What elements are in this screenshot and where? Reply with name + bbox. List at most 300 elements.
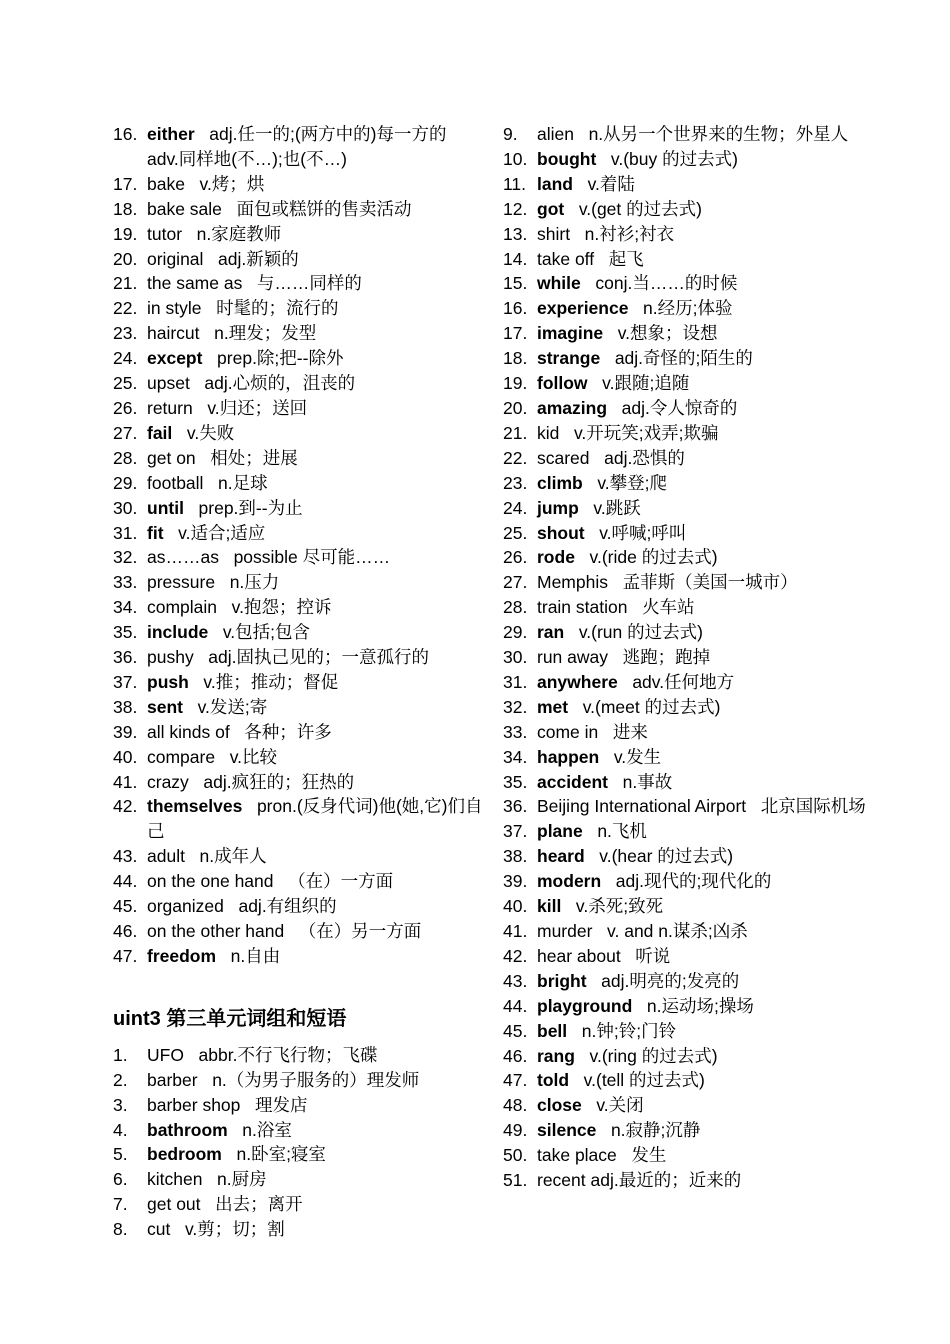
vocab-definition: adj.明亮的;发亮的 <box>601 970 740 991</box>
vocab-item <box>113 1043 483 1068</box>
vocab-item <box>503 969 868 994</box>
vocab-definition: v.烤；烘 <box>199 173 265 194</box>
vocab-term: met <box>537 696 569 717</box>
item-number: 38. <box>503 846 528 867</box>
vocab-term: freedom <box>147 945 217 966</box>
vocab-definition: v.杀死;致死 <box>575 896 664 917</box>
item-number: 33. <box>503 721 528 742</box>
vocab-definition: v.发送;寄 <box>197 696 268 717</box>
vocab-definition: prep.到--为止 <box>198 497 303 518</box>
vocab-definition: 进来 <box>612 721 648 742</box>
vocab-item <box>503 222 868 247</box>
vocab-term: barber <box>147 1069 198 1090</box>
vocab-term: told <box>537 1070 570 1091</box>
left-column <box>113 122 483 1242</box>
vocab-list-unit3-continued <box>503 122 868 1193</box>
vocab-item <box>113 496 483 521</box>
vocab-list-unit3 <box>113 1043 483 1242</box>
vocab-term: sent <box>147 696 183 717</box>
vocab-term: land <box>537 173 573 194</box>
vocab-definition: v.适合;适应 <box>178 522 266 543</box>
item-number: 4. <box>113 1119 128 1140</box>
item-number: 27. <box>503 572 528 593</box>
vocab-definition: v.(hear 的过去式) <box>599 846 734 867</box>
vocab-item <box>113 197 483 222</box>
item-number: 37. <box>113 671 138 692</box>
vocab-term: pressure <box>147 572 216 593</box>
vocab-term: the same as <box>147 273 243 294</box>
vocab-item <box>113 794 483 844</box>
vocab-term: until <box>147 497 184 518</box>
vocab-item <box>503 869 868 894</box>
vocab-item <box>503 1093 868 1118</box>
vocab-term: bright <box>537 970 587 991</box>
vocab-term: hear about <box>537 945 621 966</box>
vocab-definition: n.自由 <box>230 945 281 966</box>
vocab-term: jump <box>537 497 579 518</box>
vocab-term: crazy <box>147 771 189 792</box>
vocab-term: shirt <box>537 223 571 244</box>
vocab-definition: adj.最近的；近来的 <box>590 1170 742 1191</box>
vocab-definition: v.比较 <box>229 746 278 767</box>
vocab-item <box>503 595 868 620</box>
vocab-item <box>503 794 868 819</box>
vocab-definition: adj.新颖的 <box>218 248 299 269</box>
vocab-definition: v.攀登;爬 <box>597 472 667 493</box>
vocab-term: murder <box>537 921 593 941</box>
vocab-item <box>113 844 483 869</box>
item-number: 21. <box>503 422 528 443</box>
vocab-item <box>503 321 868 346</box>
item-number: 9. <box>503 124 518 144</box>
vocab-term: train station <box>537 597 628 618</box>
vocab-item <box>503 147 868 172</box>
vocab-item <box>503 745 868 770</box>
vocab-item <box>113 247 483 272</box>
vocab-definition: adj.恐惧的 <box>604 447 685 468</box>
vocab-definition: prep.除;把--除外 <box>217 348 344 369</box>
vocab-term: upset <box>147 373 190 394</box>
vocab-definition: v.着陆 <box>587 173 635 194</box>
vocab-definition: v.(run 的过去式) <box>578 622 703 643</box>
vocab-definition: v.开玩笑;戏弄;欺骗 <box>573 422 719 443</box>
item-number: 47. <box>503 1070 528 1091</box>
item-number: 18. <box>503 348 528 369</box>
item-number: 37. <box>503 821 528 842</box>
vocab-definition: n.压力 <box>229 572 280 593</box>
vocab-term: Beijing International Airport <box>537 796 747 817</box>
item-number: 14. <box>503 248 528 269</box>
vocab-term: run away <box>537 647 609 668</box>
vocab-definition: v.跳跃 <box>593 497 641 518</box>
item-number: 34. <box>113 597 138 618</box>
vocab-item <box>503 296 868 321</box>
vocab-item <box>503 545 868 570</box>
vocab-item <box>503 770 868 795</box>
item-number: 2. <box>113 1069 128 1090</box>
vocab-term: fail <box>147 422 173 443</box>
vocab-item <box>113 695 483 720</box>
item-number: 15. <box>503 273 528 294</box>
vocab-definition: adj.心烦的，沮丧的 <box>204 373 356 394</box>
item-number: 38. <box>113 696 138 717</box>
item-number: 40. <box>113 746 138 767</box>
vocab-item <box>113 296 483 321</box>
vocab-item <box>113 894 483 919</box>
vocab-definition: 各种；许多 <box>244 721 332 742</box>
item-number: 44. <box>113 871 138 892</box>
item-number: 30. <box>113 497 138 518</box>
vocab-definition: pron.(反身代词)他(她,它)们自己 <box>147 796 483 842</box>
vocab-item <box>503 247 868 272</box>
item-number: 39. <box>113 721 138 742</box>
vocab-item <box>113 645 483 670</box>
item-number: 51. <box>503 1170 528 1191</box>
vocab-item <box>113 919 483 944</box>
vocab-definition: n.钟;铃;门铃 <box>581 1020 677 1041</box>
item-number: 3. <box>113 1094 128 1115</box>
vocab-definition: n.事故 <box>622 771 673 792</box>
vocab-definition: 火车站 <box>642 597 695 618</box>
vocab-item <box>113 471 483 496</box>
vocab-item <box>503 396 868 421</box>
vocab-definition: adj.固执己见的；一意孤行的 <box>208 647 430 668</box>
item-number: 19. <box>113 223 138 244</box>
vocab-item <box>113 1192 483 1217</box>
vocab-term: take place <box>537 1145 617 1166</box>
vocab-term: compare <box>147 746 216 767</box>
vocab-item <box>503 271 868 296</box>
vocab-item <box>503 421 868 446</box>
vocab-definition: n.运动场;操场 <box>646 995 754 1016</box>
vocab-item <box>113 595 483 620</box>
item-number: 33. <box>113 572 138 593</box>
vocab-term: get out <box>147 1194 201 1215</box>
vocab-item <box>503 720 868 745</box>
vocab-definition: adj.疯狂的；狂热的 <box>203 771 355 792</box>
vocab-definition: 出去；离开 <box>215 1194 303 1215</box>
vocab-item <box>503 1068 868 1093</box>
vocab-definition: v.发生 <box>613 746 662 767</box>
vocab-term: follow <box>537 373 588 394</box>
vocab-definition: v. and n.谋杀;凶杀 <box>607 921 748 941</box>
item-number: 31. <box>503 671 528 692</box>
item-number: 11. <box>503 173 527 194</box>
vocab-definition: v.包括;包含 <box>222 622 311 643</box>
vocab-definition: v.(ring 的过去式) <box>589 1045 718 1066</box>
vocab-definition: 相处；进展 <box>210 447 298 468</box>
item-number: 21. <box>113 273 138 294</box>
vocab-term: climb <box>537 472 583 493</box>
vocab-definition: 听说 <box>635 945 671 966</box>
vocab-definition: v.(meet 的过去式) <box>582 696 721 717</box>
vocab-term: UFO <box>147 1044 184 1065</box>
vocab-definition: adj.现代的;现代化的 <box>615 871 772 892</box>
vocab-definition: n.从另一个世界来的生物；外星人 <box>588 124 849 144</box>
item-number: 18. <box>113 198 138 219</box>
vocab-definition: 时髦的；流行的 <box>216 298 339 319</box>
vocab-term: playground <box>537 995 633 1016</box>
vocab-item <box>503 570 868 595</box>
vocab-definition: 发生 <box>631 1145 667 1166</box>
vocab-item <box>113 371 483 396</box>
vocab-term: fit <box>147 522 164 543</box>
vocab-item <box>503 521 868 546</box>
vocab-term: pushy <box>147 647 194 668</box>
item-number: 26. <box>503 547 528 568</box>
vocab-item <box>113 745 483 770</box>
vocab-term: themselves <box>147 796 243 817</box>
vocab-term: kid <box>537 422 560 443</box>
vocab-item <box>503 894 868 919</box>
vocab-term: plane <box>537 821 583 842</box>
vocab-definition: n.足球 <box>218 472 268 493</box>
vocab-item <box>503 645 868 670</box>
item-number: 43. <box>113 846 138 867</box>
vocab-definition: （在）一方面 <box>288 871 394 892</box>
vocab-term: experience <box>537 298 629 319</box>
item-number: 41. <box>503 921 528 941</box>
item-number: 47. <box>113 945 138 966</box>
item-number: 17. <box>113 173 138 194</box>
vocab-definition: abbr.不行飞行物；飞碟 <box>198 1044 378 1065</box>
vocab-term: include <box>147 622 209 643</box>
vocab-term: shout <box>537 522 585 543</box>
vocab-item <box>113 570 483 595</box>
vocab-term: barber shop <box>147 1094 241 1115</box>
item-number: 28. <box>503 597 528 618</box>
vocab-definition: v.关闭 <box>596 1095 644 1116</box>
vocab-definition: v.推；推动；督促 <box>203 671 339 692</box>
item-number: 6. <box>113 1169 128 1190</box>
vocab-term: except <box>147 348 203 369</box>
item-number: 32. <box>503 696 528 717</box>
vocab-term: got <box>537 198 565 219</box>
vocab-item <box>113 1068 483 1093</box>
vocab-definition: n.理发；发型 <box>214 323 317 344</box>
vocab-term: come in <box>537 721 599 742</box>
item-number: 19. <box>503 373 528 394</box>
vocab-term: strange <box>537 348 601 369</box>
item-number: 22. <box>503 447 528 468</box>
vocab-term: bedroom <box>147 1144 222 1165</box>
vocab-item <box>503 670 868 695</box>
vocab-item <box>113 172 483 197</box>
item-number: 46. <box>113 921 138 941</box>
vocab-item <box>503 695 868 720</box>
item-number: 26. <box>113 397 138 418</box>
vocab-term: while <box>537 273 581 294</box>
item-number: 16. <box>113 124 138 144</box>
vocab-term: organized <box>147 896 224 917</box>
item-number: 32. <box>113 547 138 568</box>
vocab-term: ran <box>537 622 565 643</box>
vocab-term: cut <box>147 1219 171 1240</box>
item-number: 25. <box>503 522 528 543</box>
vocab-item <box>503 844 868 869</box>
vocab-definition: n.厨房 <box>217 1169 267 1190</box>
vocab-term: heard <box>537 846 585 867</box>
vocab-item <box>503 172 868 197</box>
item-number: 20. <box>503 397 528 418</box>
vocab-definition: v.归还；送回 <box>207 397 308 418</box>
vocab-term: on the one hand <box>147 871 274 892</box>
vocab-definition: n.飞机 <box>597 821 647 842</box>
vocab-item <box>113 321 483 346</box>
vocab-term: original <box>147 248 204 269</box>
item-number: 24. <box>503 497 528 518</box>
vocab-term: all kinds of <box>147 721 230 742</box>
item-number: 40. <box>503 896 528 917</box>
vocab-term: bake sale <box>147 198 222 219</box>
item-number: 28. <box>113 447 138 468</box>
vocab-term: close <box>537 1095 582 1116</box>
vocab-definition: possible 尽可能…… <box>233 547 391 568</box>
vocab-definition: 北京国际机场 <box>760 796 866 817</box>
vocab-definition: v.剪；切；割 <box>184 1219 285 1240</box>
vocab-term: bought <box>537 148 597 169</box>
vocab-definition: v.(tell 的过去式) <box>583 1070 705 1091</box>
vocab-definition: v.(ride 的过去式) <box>589 547 718 568</box>
vocab-item <box>503 371 868 396</box>
vocab-item <box>113 446 483 471</box>
vocab-definition: adj.令人惊奇的 <box>621 397 738 418</box>
item-number: 50. <box>503 1145 528 1166</box>
item-number: 44. <box>503 995 528 1016</box>
vocab-definition: adj.奇怪的;陌生的 <box>614 348 753 369</box>
vocab-term: modern <box>537 871 602 892</box>
vocab-definition: adj.有组织的 <box>238 896 337 917</box>
item-number: 39. <box>503 871 528 892</box>
vocab-definition: n.寂静;沉静 <box>610 1120 701 1141</box>
item-number: 45. <box>503 1020 528 1041</box>
vocab-term: kill <box>537 896 562 917</box>
item-number: 34. <box>503 746 528 767</box>
vocab-definition: v.失败 <box>186 422 235 443</box>
item-number: 46. <box>503 1045 528 1066</box>
vocab-term: return <box>147 397 193 418</box>
item-number: 35. <box>503 771 528 792</box>
vocab-item <box>113 521 483 546</box>
vocab-definition: n.成年人 <box>199 846 267 867</box>
vocab-item <box>503 1044 868 1069</box>
vocab-item <box>113 122 483 172</box>
vocab-definition: 面包或糕饼的售卖活动 <box>236 198 412 219</box>
item-number: 12. <box>503 198 528 219</box>
vocab-item <box>503 471 868 496</box>
vocab-term: amazing <box>537 397 608 418</box>
vocab-definition: v.(buy 的过去式) <box>610 148 738 169</box>
right-column <box>503 122 868 1193</box>
vocab-item <box>503 346 868 371</box>
vocab-term: take off <box>537 248 595 269</box>
vocab-item <box>113 396 483 421</box>
vocab-item <box>503 197 868 222</box>
vocab-item <box>113 1142 483 1167</box>
item-number: 29. <box>113 472 138 493</box>
item-number: 45. <box>113 896 138 917</box>
item-number: 24. <box>113 348 138 369</box>
item-number: 30. <box>503 647 528 668</box>
item-number: 29. <box>503 622 528 643</box>
vocab-item <box>503 620 868 645</box>
vocab-item <box>113 346 483 371</box>
item-number: 22. <box>113 298 138 319</box>
item-number: 1. <box>113 1044 128 1065</box>
vocab-definition: conj.当……的时候 <box>595 273 738 294</box>
vocab-term: football <box>147 472 204 493</box>
vocab-item <box>503 994 868 1019</box>
vocab-term: accident <box>537 771 608 792</box>
vocab-term: imagine <box>537 323 604 344</box>
vocab-item <box>113 720 483 745</box>
vocab-term: rode <box>537 547 575 568</box>
vocab-item <box>113 620 483 645</box>
vocab-definition: （在）另一方面 <box>298 921 422 941</box>
item-number: 49. <box>503 1120 528 1141</box>
section-title-unit3: uint3 第三单元词组和短语 <box>113 1007 347 1030</box>
item-number: 17. <box>503 323 528 344</box>
vocab-term: alien <box>537 124 574 144</box>
item-number: 25. <box>113 373 138 394</box>
vocab-definition: v.想象；设想 <box>617 323 718 344</box>
item-number: 16. <box>503 298 528 319</box>
item-number: 48. <box>503 1095 528 1116</box>
vocab-item <box>113 271 483 296</box>
item-number: 27. <box>113 422 138 443</box>
vocab-term: Memphis <box>537 572 608 593</box>
item-number: 31. <box>113 522 138 543</box>
vocab-item <box>503 496 868 521</box>
vocab-item <box>503 919 868 944</box>
vocab-term: either <box>147 124 195 144</box>
vocab-term: anywhere <box>537 671 618 692</box>
vocab-item <box>503 1118 868 1143</box>
vocab-item <box>503 1019 868 1044</box>
item-number: 5. <box>113 1144 128 1165</box>
vocab-definition: v.(get 的过去式) <box>578 198 702 219</box>
vocab-term: happen <box>537 746 600 767</box>
vocab-item <box>113 421 483 446</box>
vocab-definition: n.衬衫;衬衣 <box>584 223 675 244</box>
vocab-definition: 与……同样的 <box>256 273 362 294</box>
vocab-term: scared <box>537 447 590 468</box>
vocab-definition: adv.任何地方 <box>632 671 735 692</box>
vocab-item <box>503 944 868 969</box>
vocab-item <box>503 1168 868 1193</box>
vocab-item <box>113 1118 483 1143</box>
vocab-definition: n.经历;体验 <box>643 298 733 319</box>
vocab-item <box>113 670 483 695</box>
vocab-item <box>503 446 868 471</box>
vocab-term: recent <box>537 1170 586 1191</box>
item-number: 41. <box>113 771 138 792</box>
item-number: 43. <box>503 970 528 991</box>
vocab-list-unit2-continued <box>113 122 483 969</box>
item-number: 20. <box>113 248 138 269</box>
item-number: 35. <box>113 622 138 643</box>
item-number: 36. <box>503 796 528 817</box>
vocab-term: get on <box>147 447 196 468</box>
vocab-definition: v.抱怨；控诉 <box>231 597 332 618</box>
vocab-item <box>113 1167 483 1192</box>
vocab-definition: n.卧室;寝室 <box>236 1144 326 1165</box>
vocab-term: in style <box>147 298 202 319</box>
vocab-definition: 孟菲斯（美国一城市） <box>622 572 798 593</box>
vocab-definition: n.浴室 <box>242 1119 292 1140</box>
item-number: 10. <box>503 148 528 169</box>
vocab-definition: v.跟随;追随 <box>602 373 690 394</box>
